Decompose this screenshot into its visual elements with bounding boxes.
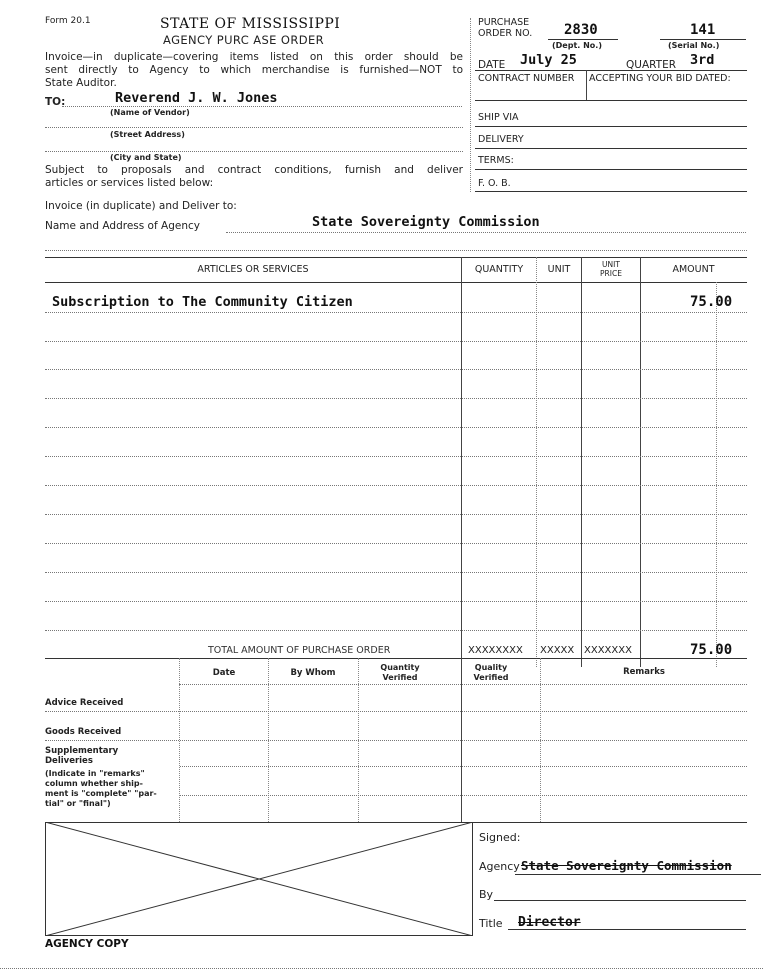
quantity-header: QUANTITY — [474, 264, 524, 275]
terms-label: TERMS: — [478, 155, 514, 166]
by-label: By — [479, 888, 494, 901]
goods-received-label: Goods Received — [45, 727, 122, 737]
receipt-date-header: Date — [212, 668, 236, 678]
row-line — [45, 312, 747, 313]
total-quantity-mask: XXXXXXXX — [468, 645, 523, 656]
total-label: TOTAL AMOUNT OF PURCHASE ORDER — [208, 645, 391, 656]
ship-via-line — [475, 126, 747, 127]
contract-divider — [586, 70, 587, 100]
delivery-label: DELIVERY — [478, 134, 524, 145]
city-line — [45, 151, 463, 152]
contract-number-label: CONTRACT NUMBER — [478, 73, 575, 84]
accepting-bid-label: ACCEPTING YOUR BID DATED: — [589, 73, 731, 84]
total-unit-mask: XXXXX — [540, 645, 575, 656]
po-label-1: PURCHASE — [478, 17, 530, 28]
form-number: Form 20.1 — [45, 16, 91, 26]
date-label: DATE — [478, 59, 506, 71]
fob-label: F. O. B. — [478, 178, 511, 189]
item-amount: 75.00 — [690, 294, 733, 310]
col-divider-unit — [536, 257, 537, 667]
cancelled-box — [45, 822, 473, 936]
quarter-value: 3rd — [690, 52, 715, 68]
col-divider-price — [581, 257, 582, 667]
signature-agency-value: State Sovereignty Commission — [521, 858, 732, 873]
unit-price-header: UNIT PRICE — [600, 260, 622, 278]
supplementary-label: Supplementary Deliveries — [45, 746, 119, 766]
advice-line — [45, 711, 747, 712]
instructions-line-2: sent directly to Agency to which merchandise is furnished—NOT to — [45, 64, 463, 76]
quality-verified-header: Quality Verified — [473, 663, 509, 682]
row-line — [45, 485, 747, 486]
contract-line — [475, 100, 747, 101]
vendor-name-line — [62, 106, 462, 107]
row-line — [45, 601, 747, 602]
subject-line-1: Subject to proposals and contract conditions, furnish and deliver — [45, 164, 463, 176]
row-line — [45, 514, 747, 515]
to-label: TO: — [45, 96, 66, 108]
form-title: AGENCY PURC ASE ORDER — [163, 33, 325, 47]
city-caption: (City and State) — [110, 153, 182, 162]
col-divider-amount — [640, 257, 641, 667]
col-divider-cents — [716, 282, 717, 667]
remarks-header: Remarks — [623, 667, 665, 677]
date-value: July 25 — [520, 52, 577, 68]
row-line — [45, 572, 747, 573]
quantity-verified-header: Quantity Verified — [380, 663, 420, 682]
header-divider — [470, 18, 471, 192]
receipt-header-line — [179, 684, 747, 685]
instructions-line-3: State Auditor. — [45, 77, 117, 89]
row-line — [45, 630, 747, 631]
total-price-mask: XXXXXXX — [584, 645, 632, 656]
vendor-name-caption: (Name of Vendor) — [110, 108, 190, 117]
amount-header: AMOUNT — [672, 264, 715, 275]
title-line — [508, 929, 746, 930]
dept-line — [548, 39, 618, 40]
row-line — [45, 398, 747, 399]
row-line — [45, 369, 747, 370]
deliver-to-label: Invoice (in duplicate) and Deliver to: — [45, 200, 237, 212]
po-label-2: ORDER NO. — [478, 28, 533, 39]
instructions-line-1: Invoice—in duplicate—covering items listed on this order should be — [45, 51, 463, 63]
serial-line — [660, 39, 746, 40]
quarter-label: QUARTER — [626, 59, 677, 71]
vendor-name: Reverend J. W. Jones — [115, 90, 278, 106]
title-label: Title — [479, 917, 503, 930]
agency-line-2 — [45, 250, 747, 251]
receipt-line — [180, 795, 747, 796]
col-divider-quantity — [461, 257, 462, 667]
agency-address-value: State Sovereignty Commission — [312, 214, 540, 230]
dept-number: 2830 — [564, 22, 598, 38]
unit-header: UNIT — [547, 264, 571, 275]
receipt-by-whom-header: By Whom — [290, 668, 336, 678]
table-header-line — [45, 282, 747, 283]
street-caption: (Street Address) — [110, 130, 185, 139]
supplementary-note: (Indicate in "remarks" column whether ship- ment is "complete" "par- tial" or "final") — [45, 769, 157, 808]
table-top-line — [45, 257, 747, 258]
title-value: Director — [518, 915, 581, 930]
signature-agency-line — [515, 874, 761, 875]
agency-line — [226, 232, 746, 233]
subject-line-2: articles or services listed below: — [45, 177, 214, 189]
state-name: STATE OF MISSISSIPPI — [160, 16, 341, 32]
signed-label: Signed: — [479, 831, 521, 844]
item-article: Subscription to The Community Citizen — [52, 294, 353, 310]
date-line — [475, 70, 747, 71]
fob-line — [475, 191, 747, 192]
agency-address-label: Name and Address of Agency — [45, 220, 200, 232]
by-line — [494, 900, 746, 901]
row-line — [45, 543, 747, 544]
advice-received-label: Advice Received — [45, 698, 124, 708]
agency-copy-label: AGENCY COPY — [45, 938, 129, 950]
signature-agency-label: Agency — [479, 860, 520, 873]
supplementary-line — [180, 766, 747, 767]
ship-via-label: SHIP VIA — [478, 112, 519, 123]
delivery-line — [475, 148, 747, 149]
total-line — [45, 658, 747, 659]
total-amount: 75.00 — [690, 642, 733, 658]
terms-line — [475, 169, 747, 170]
serial-number: 141 — [690, 22, 716, 38]
serial-caption: (Serial No.) — [668, 41, 720, 50]
page-bottom-edge — [0, 968, 763, 969]
goods-line — [45, 740, 747, 741]
row-line — [45, 456, 747, 457]
row-line — [45, 341, 747, 342]
dept-caption: (Dept. No.) — [552, 41, 602, 50]
street-line — [45, 127, 463, 128]
row-line — [45, 427, 747, 428]
articles-header: ARTICLES OR SERVICES — [197, 264, 309, 275]
